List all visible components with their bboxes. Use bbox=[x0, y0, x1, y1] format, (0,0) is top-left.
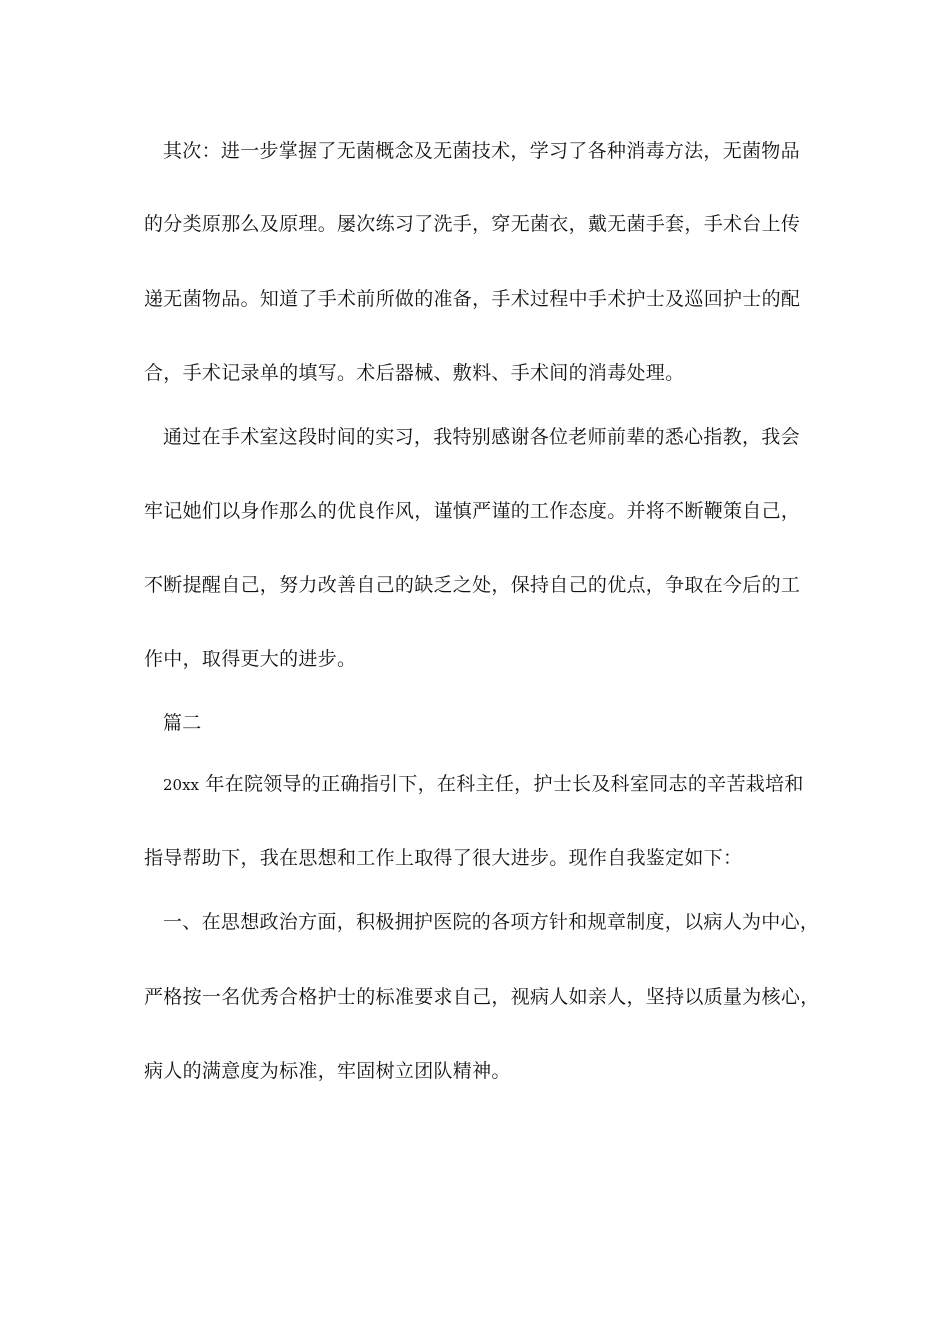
paragraph-line: 递无菌物品。知道了手术前所做的准备，手术过程中手术护士及巡回护士的配 bbox=[144, 288, 801, 310]
paragraph-line: 牢记她们以身作那么的优良作风，谨慎严谨的工作态度。并将不断鞭策自己， bbox=[144, 500, 801, 522]
paragraph-line: 合，手术记录单的填写。术后器械、敷料、手术间的消毒处理。 bbox=[144, 362, 685, 384]
paragraph-line: 严格按一名优秀合格护士的标准要求自己，视病人如亲人，坚持以质量为核心， bbox=[144, 986, 820, 1008]
paragraph-line: 指导帮助下，我在思想和工作上取得了很大进步。现作自我鉴定如下： bbox=[144, 847, 743, 869]
year-text: 20xx bbox=[163, 776, 200, 794]
paragraph-line: 的分类原那么及原理。屡次练习了洗手，穿无菌衣，戴无菌手套，手术台上传 bbox=[144, 213, 801, 235]
paragraph-line: 作中，取得更大的进步。 bbox=[144, 648, 357, 670]
paragraph-line-rest: 年在院领导的正确指引下，在科主任，护士长及科室同志的辛苦栽培和 bbox=[205, 773, 804, 795]
section-heading: 篇二 bbox=[163, 712, 202, 734]
paragraph-line: 病人的满意度为标准，牢固树立团队精神。 bbox=[144, 1060, 511, 1082]
paragraph-line: 通过在手术室这段时间的实习，我特别感谢各位老师前辈的悉心指教，我会 bbox=[163, 426, 800, 448]
paragraph-line: 一、在思想政治方面，积极拥护医院的各项方针和规章制度，以病人为中心， bbox=[163, 911, 820, 933]
paragraph-line bbox=[163, 772, 804, 797]
paragraph-line: 其次：进一步掌握了无菌概念及无菌技术，学习了各种消毒方法，无菌物品 bbox=[163, 140, 800, 162]
paragraph-line: 不断提醒自己，努力改善自己的缺乏之处，保持自己的优点，争取在今后的工 bbox=[144, 574, 801, 596]
